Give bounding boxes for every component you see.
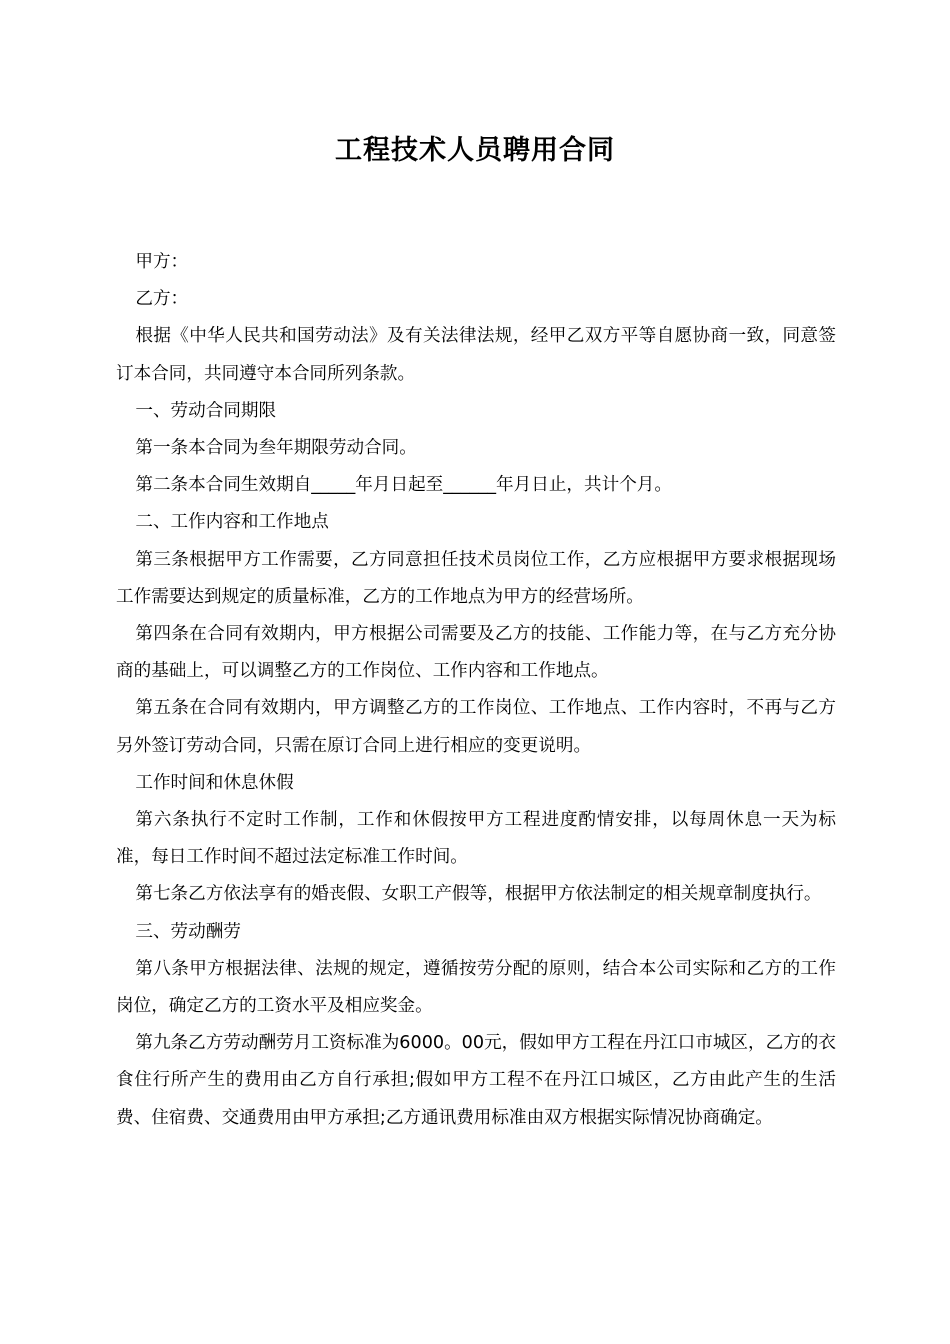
section-heading-contract-term: 一、劳动合同期限 [135,400,277,421]
article-1: 第一条本合同为叁年期限劳动合同。 [135,438,417,459]
section-heading-working-hours: 工作时间和休息休假 [135,772,294,793]
article-9: 第九条乙方劳动酬劳月工资标准为6000。00元，假如甲方工程在丹江口市城区，乙方的衣食住行所产生的费用由乙方自行承担;假如甲方工程不在丹江口城区，乙方由此产生的生活费、住宿费、交通费用由甲方承担;乙方通讯费用标准由双方根据实际情况协商确定。 [116,1033,836,1128]
article-3: 第三条根据甲方工作需要，乙方同意担任技术员岗位工作，乙方应根据甲方要求根据现场工作需要达到规定的质量标准，乙方的工作地点为甲方的经营场所。 [116,549,836,607]
article-8: 第八条甲方根据法律、法规的规定，遵循按劳分配的原则，结合本公司实际和乙方的工作岗位，确定乙方的工资水平及相应奖金。 [116,958,836,1017]
article-7: 第七条乙方依法享有的婚丧假、女职工产假等，根据甲方依法制定的相关规章制度执行。 [135,884,822,905]
document-body [116,244,836,1137]
party-a-line: 甲方： [135,252,189,272]
section-heading-work-content: 二、工作内容和工作地点 [135,512,329,533]
party-b-line: 乙方： [135,289,189,310]
article-4: 第四条在合同有效期内，甲方根据公司需要及乙方的技能、工作能力等，在与乙方充分协商的基础上，可以调整乙方的工作岗位、工作内容和工作地点。 [116,624,836,682]
article-5: 第五条在合同有效期内，甲方调整乙方的工作岗位、工作地点、工作内容时，不再与乙方另外签订劳动合同，只需在原订合同上进行相应的变更说明。 [116,698,836,756]
document-title: 工程技术人员聘用合同 [335,135,615,166]
article-6: 第六条执行不定时工作制，工作和休假按甲方工程进度酌情安排，以每周休息一天为标准，每日工作时间不超过法定标准工作时间。 [116,810,836,868]
section-heading-remuneration: 三、劳动酬劳 [135,921,241,942]
article-2: 第二条本合同生效期自_____年月日起至______年月日止，共计个月。 [135,475,672,496]
preamble-paragraph: 根据《中华人民共和国劳动法》及有关法律法规，经甲乙双方平等自愿协商一致，同意签订本合同，共同遵守本合同所列条款。 [116,326,836,384]
